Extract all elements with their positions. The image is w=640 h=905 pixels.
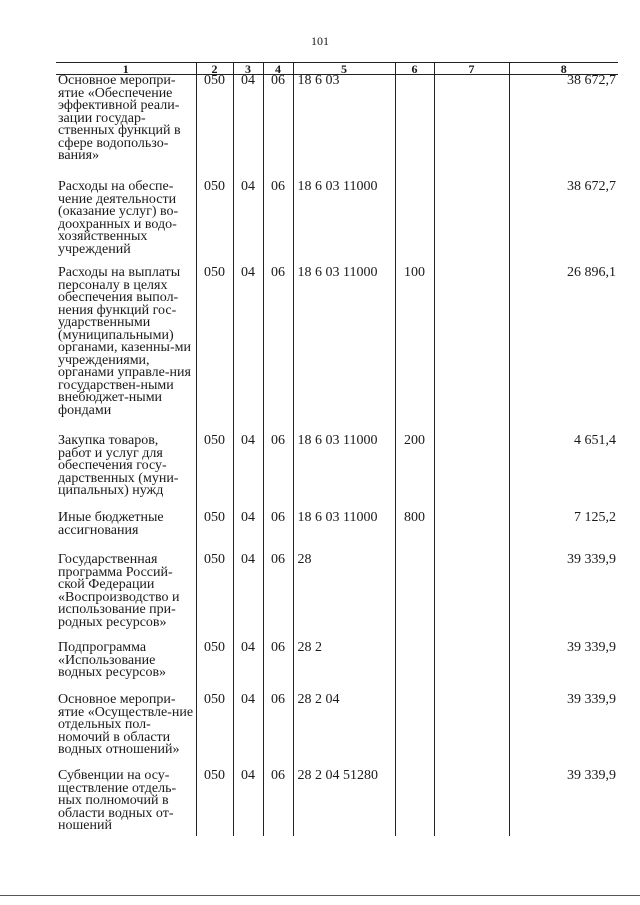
row-col2: 050 bbox=[196, 694, 233, 770]
row-col4: 06 bbox=[263, 181, 293, 267]
row-name: Основное меропри-ятие «Обеспечение эффективной реали-зации государ-ственных функций в сфере водопользо-вания» bbox=[58, 73, 181, 163]
row-col6: 100 bbox=[395, 267, 434, 435]
table-row bbox=[56, 267, 618, 435]
row-col8: 39 339,9 bbox=[509, 642, 618, 694]
column-header: 7 bbox=[434, 63, 509, 75]
row-col5: 18 6 03 bbox=[293, 75, 395, 182]
table-row bbox=[56, 435, 618, 512]
row-col8: 39 339,9 bbox=[509, 554, 618, 642]
row-col8: 39 339,9 bbox=[509, 770, 618, 836]
row-col4: 06 bbox=[263, 554, 293, 642]
row-col3: 04 bbox=[233, 435, 263, 512]
table-row bbox=[56, 642, 618, 694]
row-col4: 06 bbox=[263, 267, 293, 435]
row-name: Расходы на обеспе-чение деятельности (оказание услуг) во-доохранных и водо-хозяйственных учреждений bbox=[58, 179, 179, 257]
column-header: 5 bbox=[293, 63, 395, 75]
row-col8: 4 651,4 bbox=[509, 435, 618, 512]
row-col3: 04 bbox=[233, 770, 263, 836]
row-name: Основное меропри-ятие «Осуществле-ние отдельных пол-номочий в области водных отношений» bbox=[58, 692, 194, 757]
row-col6 bbox=[395, 770, 434, 836]
row-col7 bbox=[434, 642, 509, 694]
row-col4: 06 bbox=[263, 75, 293, 182]
column-header: 4 bbox=[263, 63, 293, 75]
row-col8: 38 672,7 bbox=[509, 75, 618, 182]
column-header: 2 bbox=[196, 63, 233, 75]
row-col7 bbox=[434, 554, 509, 642]
row-col2: 050 bbox=[196, 267, 233, 435]
row-col2: 050 bbox=[196, 770, 233, 836]
table-row bbox=[56, 694, 618, 770]
row-col2: 050 bbox=[196, 554, 233, 642]
row-name: Государственная программа Россий-ской Федерации «Воспроизводство и использование при-родных ресурсов» bbox=[58, 552, 180, 630]
row-col5: 28 2 04 bbox=[293, 694, 395, 770]
row-col8: 39 339,9 bbox=[509, 694, 618, 770]
row-col7 bbox=[434, 267, 509, 435]
page-bottom-rule bbox=[0, 895, 640, 896]
row-col7 bbox=[434, 694, 509, 770]
row-col4: 06 bbox=[263, 770, 293, 836]
table-row bbox=[56, 554, 618, 642]
row-col3: 04 bbox=[233, 75, 263, 182]
row-col8: 38 672,7 bbox=[509, 181, 618, 267]
row-col7 bbox=[434, 181, 509, 267]
row-col7 bbox=[434, 512, 509, 554]
row-name: Закупка товаров, работ и услуг для обеспечения госу-дарственных (муни-ципальных) нужд bbox=[58, 433, 179, 498]
column-header: 3 bbox=[233, 63, 263, 75]
table-row bbox=[56, 770, 618, 836]
row-col5: 18 6 03 11000 bbox=[293, 435, 395, 512]
row-col6: 200 bbox=[395, 435, 434, 512]
row-col5: 28 bbox=[293, 554, 395, 642]
budget-table bbox=[56, 62, 618, 836]
column-header: 8 bbox=[509, 63, 618, 75]
row-col3: 04 bbox=[233, 267, 263, 435]
row-col4: 06 bbox=[263, 694, 293, 770]
row-col3: 04 bbox=[233, 642, 263, 694]
row-col6 bbox=[395, 181, 434, 267]
row-col3: 04 bbox=[233, 512, 263, 554]
row-col5: 28 2 04 51280 bbox=[293, 770, 395, 836]
row-col6 bbox=[395, 75, 434, 182]
row-col5: 18 6 03 11000 bbox=[293, 267, 395, 435]
column-header: 1 bbox=[56, 63, 196, 75]
row-col2: 050 bbox=[196, 435, 233, 512]
row-col8: 7 125,2 bbox=[509, 512, 618, 554]
row-name: Иные бюджетные ассигнования bbox=[58, 510, 164, 538]
row-col4: 06 bbox=[263, 512, 293, 554]
row-col6 bbox=[395, 554, 434, 642]
row-col6 bbox=[395, 642, 434, 694]
row-name: Подпрограмма «Использование водных ресурсов» bbox=[58, 640, 167, 680]
row-name: Субвенции на осу-ществление отдель-ных полномочий в области водных от-ношений bbox=[58, 768, 177, 833]
row-col7 bbox=[434, 75, 509, 182]
row-col3: 04 bbox=[233, 554, 263, 642]
row-col2: 050 bbox=[196, 642, 233, 694]
row-col5: 28 2 bbox=[293, 642, 395, 694]
row-col3: 04 bbox=[233, 694, 263, 770]
row-col3: 04 bbox=[233, 181, 263, 267]
row-col8: 26 896,1 bbox=[509, 267, 618, 435]
row-col5: 18 6 03 11000 bbox=[293, 181, 395, 267]
row-col7 bbox=[434, 770, 509, 836]
table-row bbox=[56, 512, 618, 554]
row-col2: 050 bbox=[196, 75, 233, 182]
table-row bbox=[56, 181, 618, 267]
row-col7 bbox=[434, 435, 509, 512]
row-col4: 06 bbox=[263, 435, 293, 512]
row-name: Расходы на выплаты персоналу в целях обеспечения выпол-нения функций гос-ударственными (муниципальными) органами, казенны-ми учреждениями, органами управле-ния государствен-ными внебюджет-ными фондами bbox=[58, 265, 191, 418]
page-number: 101 bbox=[311, 34, 329, 48]
row-col2: 050 bbox=[196, 181, 233, 267]
row-col4: 06 bbox=[263, 642, 293, 694]
row-col6 bbox=[395, 694, 434, 770]
row-col2: 050 bbox=[196, 512, 233, 554]
row-col5: 18 6 03 11000 bbox=[293, 512, 395, 554]
table-row bbox=[56, 75, 618, 182]
column-header: 6 bbox=[395, 63, 434, 75]
row-col6: 800 bbox=[395, 512, 434, 554]
